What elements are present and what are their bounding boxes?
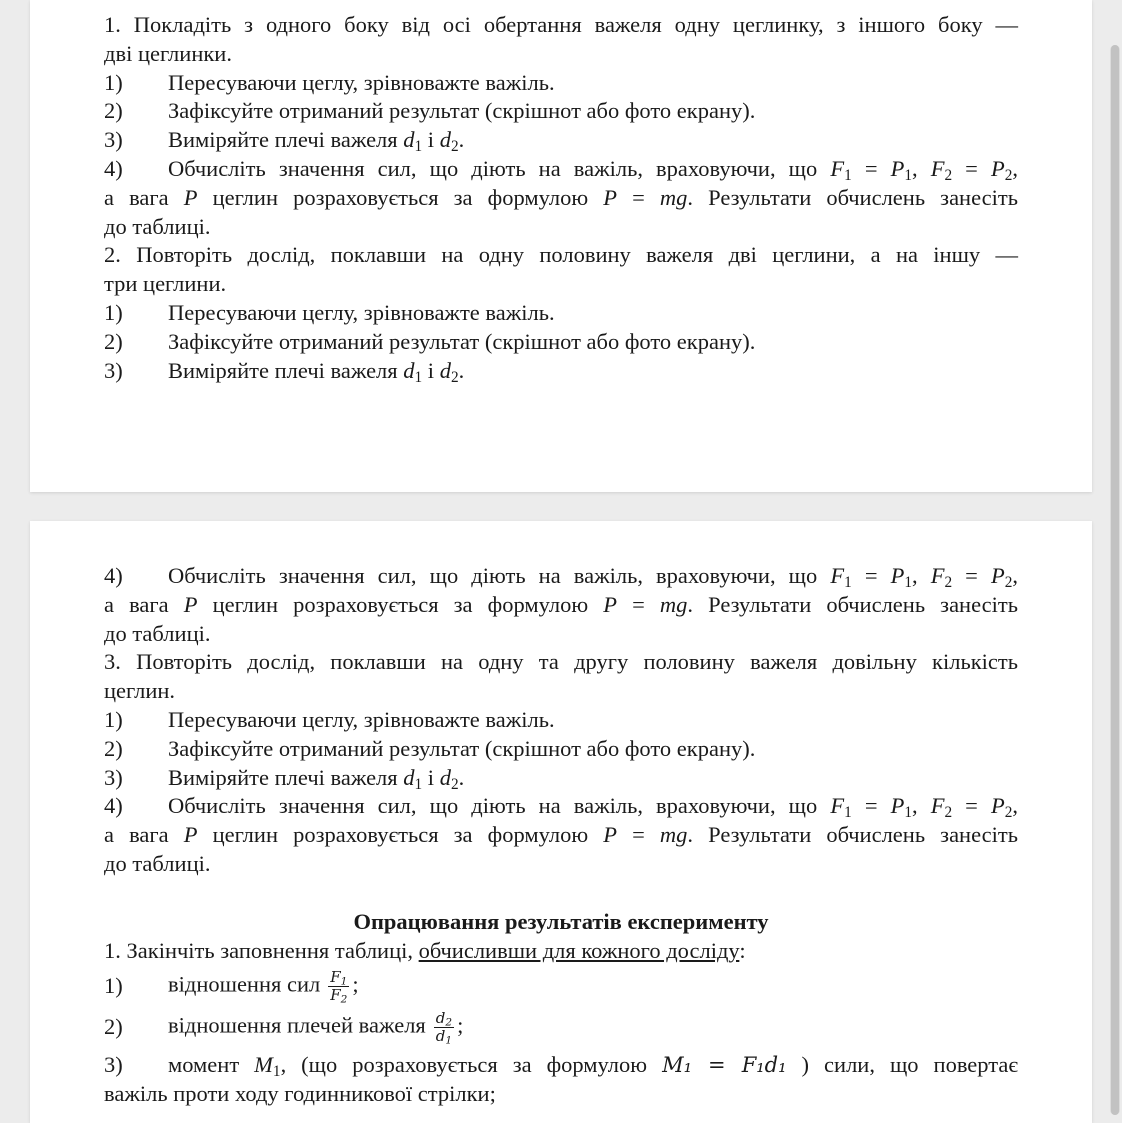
section-heading: Опрацювання результатів експерименту bbox=[353, 908, 769, 934]
exp1-step-2: 2) Зафіксуйте отриманий результат (скрішнот або фото екрану). bbox=[104, 98, 756, 124]
force-ratio-fraction: $\frac{F_1}{F_2}$ bbox=[330, 968, 348, 1006]
arm-ratio-fraction: $\frac{d_2}{d_1}$ bbox=[435, 1009, 453, 1047]
exp3-step-3: 3) Виміряйте плечі важеля $d_1$ і $d_2$. bbox=[104, 764, 465, 793]
page-2-content bbox=[104, 562, 1018, 1109]
scrollbar-thumb[interactable] bbox=[1111, 45, 1119, 1115]
exp2-intro-line2: три цеглини. bbox=[104, 271, 227, 297]
processing-intro: 1. Закінчіть заповнення таблиці, обчисливши для кожного досліду: bbox=[104, 937, 746, 963]
exp2-step-2: 2) Зафіксуйте отриманий результат (скрішнот або фото екрану). bbox=[104, 328, 756, 354]
exp2-step-4: 4) Обчисліть значення сил, що діють на важіль, враховуючи, що $F_1 = P_1$, $F_2 = P_2$, bbox=[104, 563, 1018, 591]
exp1-step-4-continued: а вага P цеглин розраховується за формулою P = mg. Результати обчислень занесіть bbox=[104, 184, 1018, 210]
document-page-1 bbox=[30, 0, 1092, 492]
exp3-step-4: 4) Обчисліть значення сил, що діють на важіль, враховуючи, що $F_1 = P_1$, $F_2 = P_2$, bbox=[104, 793, 1018, 822]
exp3-intro-line2: цеглин. bbox=[104, 678, 176, 704]
exp1-step-3: 3) Виміряйте плечі важеля $d_1$ і $d_2$. bbox=[104, 127, 465, 155]
exp1-step-4-end: до таблиці. bbox=[104, 213, 211, 239]
exp3-step-4-end: до таблиці. bbox=[104, 850, 211, 876]
processing-item-2: 2) відношення плечей важеля $\frac{d_2}{d_1}$ ; bbox=[104, 1009, 464, 1047]
exp3-step-2: 2) Зафіксуйте отриманий результат (скрішнот або фото екрану). bbox=[104, 735, 756, 761]
exp3-step-1: 1) Пересуваючи цеглу, зрівноважте важіль. bbox=[104, 706, 555, 732]
processing-item-3: 3) момент $M_1$, (що розраховується за формулою M₁ = F₁d₁ ) сили, що повертає bbox=[104, 1052, 1019, 1081]
exp3-step-4-continued: а вага P цеглин розраховується за формулою P = mg. Результати обчислень занесіть bbox=[104, 822, 1018, 848]
exp2-step-1: 1) Пересуваючи цеглу, зрівноважте важіль. bbox=[104, 299, 555, 325]
exp2-intro-line1: 2. Повторіть дослід, поклавши на одну половину важеля дві цеглини, а на іншу — bbox=[104, 242, 1018, 268]
document-page-2 bbox=[30, 521, 1092, 1123]
processing-item-1: 1) відношення сил $\frac{F_1}{F_2}$ ; bbox=[104, 968, 359, 1006]
scrollbar[interactable] bbox=[1110, 45, 1120, 1115]
exp2-step-4-continued: а вага P цеглин розраховується за формулою P = mg. Результати обчислень занесіть bbox=[104, 591, 1018, 617]
exp1-step-4: 4) Обчисліть значення сил, що діють на важіль, враховуючи, що $F_1 = P_1$, $F_2 = P_2$, bbox=[104, 155, 1018, 184]
exp1-intro-line2: дві цеглинки. bbox=[104, 40, 232, 66]
exp1-intro-line1: 1. Покладіть з одного боку від осі обертання важеля одну цеглинку, з іншого боку — bbox=[104, 12, 1018, 37]
processing-item-3-continued: важіль проти ходу годинникової стрілки; bbox=[104, 1081, 496, 1107]
exp3-intro-line1: 3. Повторіть дослід, поклавши на одну та другу половину важеля довільну кількість bbox=[104, 649, 1018, 675]
exp2-step-4-end: до таблиці. bbox=[104, 620, 211, 646]
page-1-content bbox=[104, 11, 1018, 385]
exp2-step-3: 3) Виміряйте плечі важеля $d_1$ і $d_2$. bbox=[104, 357, 465, 386]
exp1-step-1: 1) Пересуваючи цеглу, зрівноважте важіль. bbox=[104, 69, 555, 95]
